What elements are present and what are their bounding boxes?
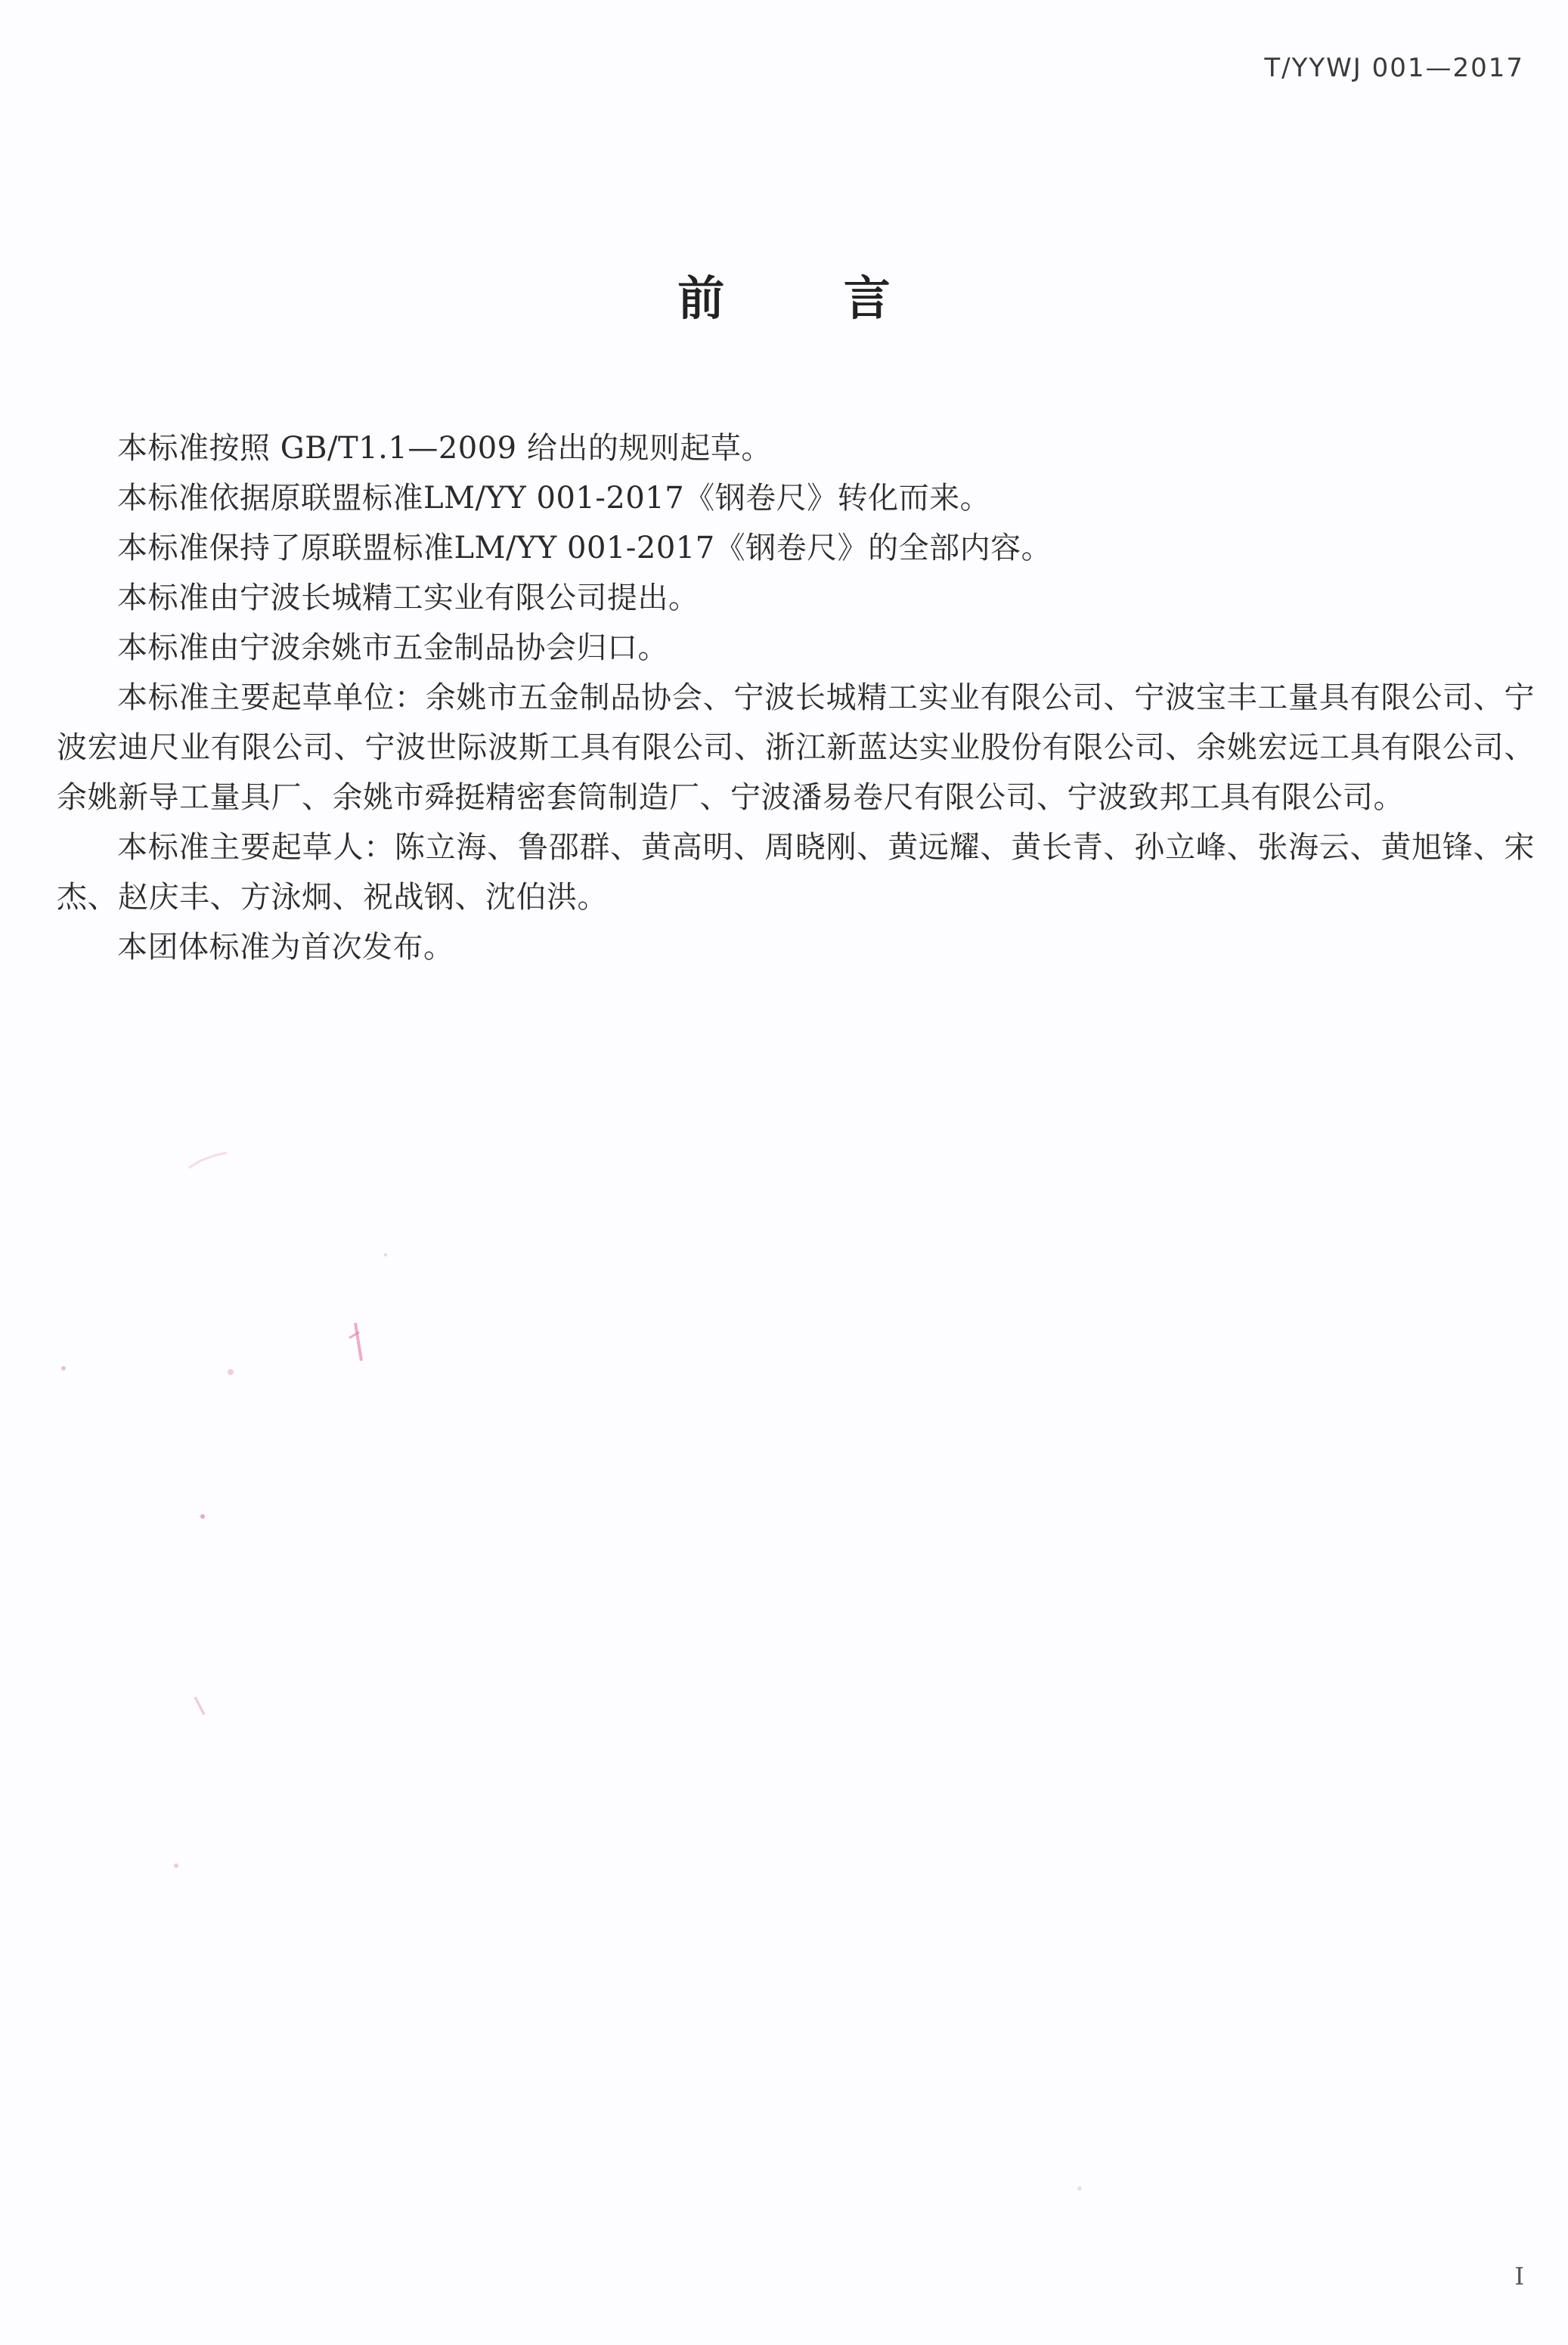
- page-title: 前 言: [677, 271, 942, 326]
- page-number: I: [1514, 2262, 1524, 2291]
- paragraph-administrator: 本标准由宁波余姚市五金制品协会归口。: [117, 630, 668, 665]
- foreword-body: [57, 423, 1535, 972]
- paragraph-drafters: 本标准主要起草人：陈立海、鲁邵群、黄高明、周晓刚、黄远耀、黄长青、孙立峰、张海云、黄旭锋、宋杰、赵庆丰、方泳炯、祝战钢、沈伯洪。: [57, 830, 1535, 915]
- paragraph-drafting-units: 本标准主要起草单位：余姚市五金制品协会、宁波长城精工实业有限公司、宁波宝丰工量具有限公司、宁波宏迪尺业有限公司、宁波世际波斯工具有限公司、浙江新蓝达实业股份有限公司、余姚宏远工具有限公司、余姚新导工量具厂、余姚市舜挺精密套筒制造厂、宁波潘易卷尺有限公司、宁波致邦工具有限公司。: [57, 680, 1535, 815]
- paragraph-content-retained: 本标准保持了原联盟标准LM/YY 001-2017《钢卷尺》的全部内容。: [117, 531, 1052, 565]
- paragraph-drafting-rules: 本标准按照 GB/T1.1—2009 给出的规则起草。: [117, 431, 772, 466]
- paragraph-origin: 本标准依据原联盟标准LM/YY 001-2017《钢卷尺》转化而来。: [117, 481, 991, 516]
- standard-code: T/YYWJ 001—2017: [1264, 53, 1524, 83]
- paragraph-proposer: 本标准由宁波长城精工实业有限公司提出。: [117, 581, 699, 615]
- paragraph-first-release: 本团体标准为首次发布。: [117, 930, 454, 965]
